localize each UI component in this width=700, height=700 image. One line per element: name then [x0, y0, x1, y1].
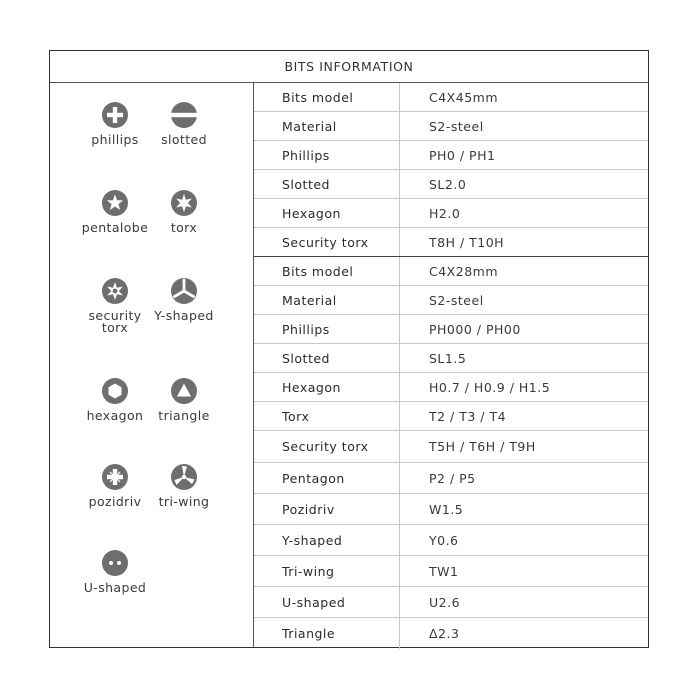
spec-key: Material: [254, 286, 400, 314]
bit-type-u-shaped: [75, 549, 155, 594]
table-title: BITS INFORMATION: [50, 51, 648, 83]
bit-type-torx: [144, 189, 224, 234]
bit-types-panel: [50, 83, 254, 647]
bit-type-label: triangle: [158, 408, 210, 423]
spec-key: Triangle: [254, 618, 400, 649]
spec-key: Slotted: [254, 344, 400, 372]
spec-row: [254, 257, 648, 286]
bit-type-security-torx: [75, 277, 155, 334]
spec-row: [254, 141, 648, 170]
spec-key: Phillips: [254, 141, 400, 169]
bit-type-slotted: [144, 101, 224, 146]
spec-value: Y0.6: [429, 532, 459, 548]
spec-value: H2.0: [429, 205, 461, 221]
spec-row: [254, 286, 648, 315]
spec-row: [254, 494, 648, 525]
bit-type-tri-wing: [144, 463, 224, 508]
spec-row: [254, 315, 648, 344]
y-shaped-icon: [170, 277, 198, 305]
pentalobe-icon: [101, 189, 129, 217]
spec-row: [254, 373, 648, 402]
bit-type-pozidriv: [75, 463, 155, 508]
bit-type-label: torx: [170, 220, 198, 235]
spec-value: S2-steel: [429, 118, 484, 134]
spec-key: Bits model: [254, 257, 400, 285]
bit-type-hexagon: [75, 377, 155, 422]
spec-value: S2-steel: [429, 292, 484, 308]
spec-key: Bits model: [254, 83, 400, 111]
bit-type-label: U-shaped: [83, 580, 147, 595]
spec-value: W1.5: [429, 501, 464, 517]
spec-value: U2.6: [429, 594, 461, 610]
spec-key: Security torx: [254, 431, 400, 462]
spec-row: [254, 463, 648, 494]
spec-key: U-shaped: [254, 587, 400, 617]
u-shaped-icon: [101, 549, 129, 577]
spec-row: [254, 228, 648, 257]
spec-value: TW1: [429, 563, 459, 579]
tri-wing-icon: [170, 463, 198, 491]
spec-row: [254, 199, 648, 228]
pozidriv-icon: [101, 463, 129, 491]
spec-key: Hexagon: [254, 199, 400, 227]
spec-row: [254, 618, 648, 649]
spec-value: PH000 / PH00: [429, 321, 521, 337]
bit-type-label: phillips: [91, 132, 139, 147]
bit-type-phillips: [75, 101, 155, 146]
spec-value: Δ2.3: [429, 626, 460, 641]
spec-value: SL1.5: [429, 350, 467, 366]
spec-row: [254, 525, 648, 556]
spec-value: T8H / T10H: [429, 234, 505, 250]
spec-row: [254, 112, 648, 141]
torx-icon: [170, 189, 198, 217]
spec-row: [254, 344, 648, 373]
spec-key: Material: [254, 112, 400, 140]
bit-type-label: Y-shaped: [154, 308, 214, 323]
spec-key: Security torx: [254, 228, 400, 256]
bit-type-label: hexagon: [86, 408, 144, 423]
bit-type-label: pentalobe: [81, 220, 149, 235]
bit-type-y-shaped: [144, 277, 224, 322]
bits-information-table: [49, 50, 649, 648]
spec-key: Phillips: [254, 315, 400, 343]
spec-value: T2 / T3 / T4: [429, 408, 507, 424]
spec-key: Hexagon: [254, 373, 400, 401]
spec-row: [254, 170, 648, 199]
spec-value: C4X45mm: [429, 89, 499, 105]
spec-value: T5H / T6H / T9H: [429, 439, 536, 454]
spec-key: Pentagon: [254, 463, 400, 493]
specs-table: [254, 83, 648, 647]
spec-key: Y-shaped: [254, 525, 400, 555]
bit-type-label: security torx: [88, 308, 142, 335]
bit-type-label: slotted: [161, 132, 207, 147]
bit-type-pentalobe: [75, 189, 155, 234]
hexagon-icon: [101, 377, 129, 405]
bit-type-triangle: [144, 377, 224, 422]
bit-type-label: tri-wing: [158, 494, 210, 509]
spec-row: [254, 402, 648, 431]
spec-row: [254, 556, 648, 587]
spec-key: Tri-wing: [254, 556, 400, 586]
bit-type-label: pozidriv: [88, 494, 142, 509]
slotted-icon: [170, 101, 198, 129]
security-torx-icon: [101, 277, 129, 305]
spec-value: C4X28mm: [429, 263, 499, 279]
spec-row: [254, 431, 648, 463]
spec-row: [254, 83, 648, 112]
phillips-icon: [101, 101, 129, 129]
spec-row: [254, 587, 648, 618]
spec-key: Pozidriv: [254, 494, 400, 524]
spec-key: Torx: [254, 402, 400, 430]
spec-value: H0.7 / H0.9 / H1.5: [429, 379, 551, 395]
spec-value: SL2.0: [429, 176, 467, 192]
triangle-icon: [170, 377, 198, 405]
spec-value: P2 / P5: [429, 470, 476, 486]
spec-value: PH0 / PH1: [429, 147, 496, 163]
spec-key: Slotted: [254, 170, 400, 198]
